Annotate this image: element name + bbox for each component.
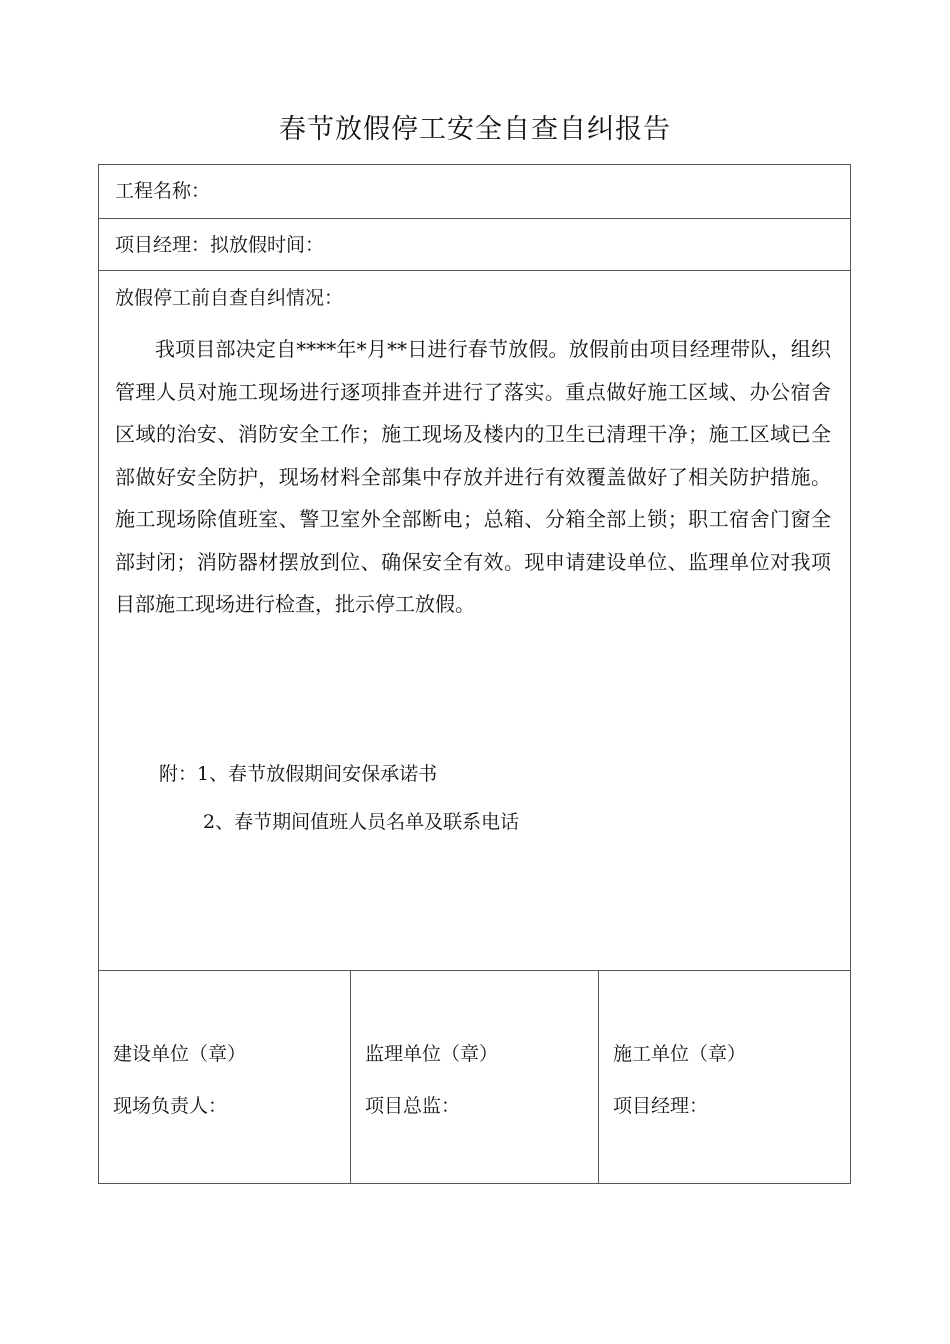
self-check-section bbox=[99, 271, 850, 971]
self-check-paragraph: 我项目部决定自****年*月**日进行春节放假。放假前由项目经理带队，组织管理人员对施工现场进行逐项排查并进行了落实。重点做好施工区域、办公宿舍区域的治安、消防安全工作；施工现场及楼内的卫生已清理干净；施工区域已全部做好安全防护，现场材料全部集中存放并进行有效覆盖做好了相关防护措施。施工现场除值班室、警卫室外全部断电；总箱、分箱全部上锁；职工宿舍门窗全部封闭；消防器材摆放到位、确保安全有效。现申请建设单位、监理单位对我项目部施工现场进行检查，批示停工放假。 bbox=[115, 337, 831, 616]
manager-and-holiday-label: 项目经理：拟放假时间： bbox=[115, 234, 325, 256]
document-title: 春节放假停工安全自查自纠报告 bbox=[279, 114, 671, 145]
attachment-1: 附：1、春节放假期间安保承诺书 bbox=[159, 763, 438, 785]
project-name-row bbox=[99, 165, 850, 219]
signature-unit-label: 建设单位（章） bbox=[113, 1043, 247, 1065]
signature-unit-label: 监理单位（章） bbox=[365, 1043, 499, 1065]
signature-person-label: 项目总监： bbox=[365, 1095, 461, 1117]
self-check-heading: 放假停工前自查自纠情况： bbox=[115, 287, 344, 309]
report-form bbox=[98, 164, 851, 1184]
attachment-2: 2、春节期间值班人员名单及联系电话 bbox=[203, 811, 520, 833]
signature-unit-label: 施工单位（章） bbox=[613, 1043, 747, 1065]
signature-person-label: 项目经理： bbox=[613, 1095, 709, 1117]
manager-row bbox=[99, 219, 850, 271]
project-name-label: 工程名称： bbox=[115, 180, 211, 202]
signature-row bbox=[99, 971, 850, 1183]
signature-cell-construction-owner bbox=[99, 971, 351, 1183]
signature-cell-supervisor bbox=[351, 971, 599, 1183]
signature-person-label: 现场负责人： bbox=[113, 1095, 228, 1117]
signature-cell-contractor bbox=[599, 971, 850, 1183]
